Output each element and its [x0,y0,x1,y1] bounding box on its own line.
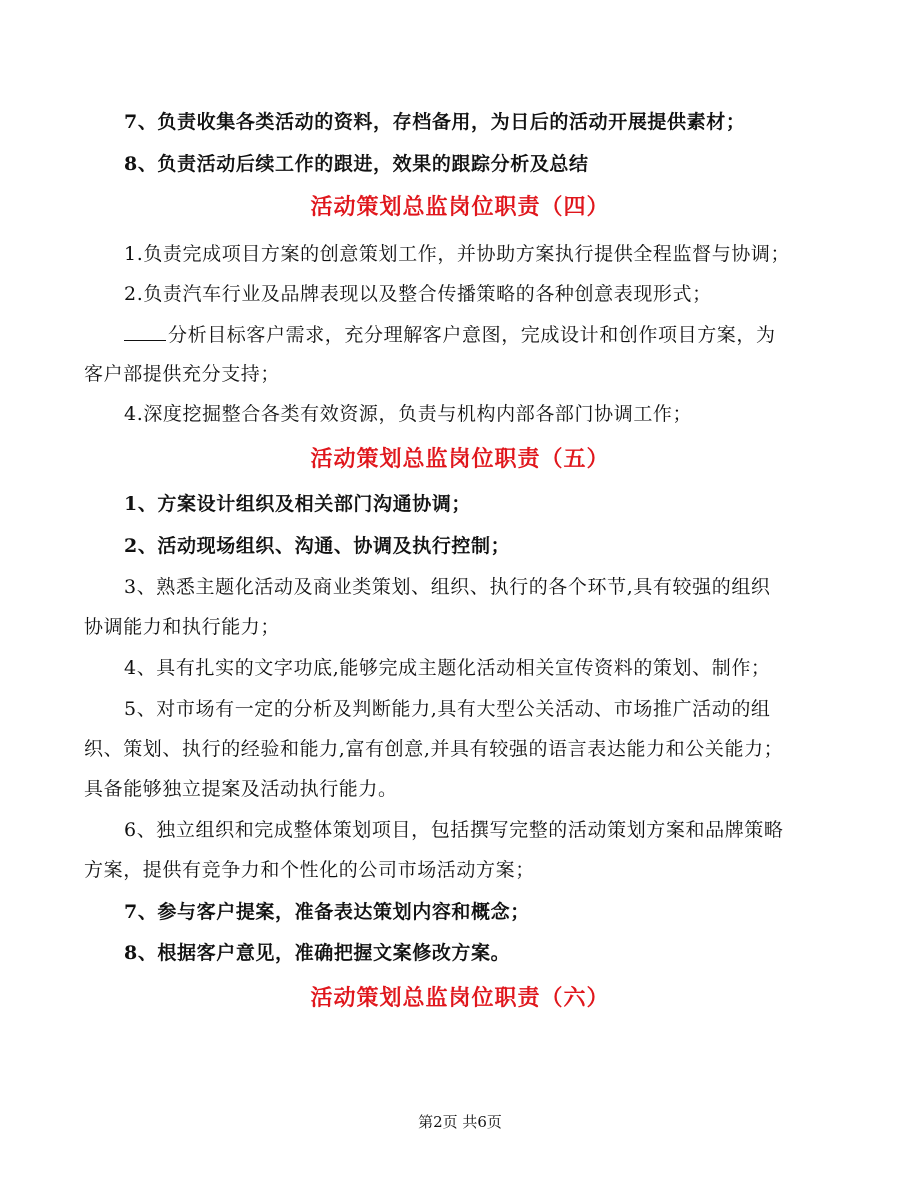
section4-item-4: 4.深度挖掘整合各类有效资源，负责与机构内部各部门协调工作； [124,403,693,425]
section5-item-5-line-3: 具备能够独立提案及活动执行能力。 [84,778,398,800]
page-number-footer: 第2页 共6页 [418,1113,502,1131]
section3-item-8: 8、负责活动后续工作的跟进，效果的跟踪分析及总结 [124,153,589,175]
section4-item-1: 1.负责完成项目方案的创意策划工作，并协助方案执行提供全程监督与协调； [124,243,791,265]
section6-title: 活动策划总监岗位职责（六） [310,985,610,1011]
section4-item-3-text: 分析目标客户需求，充分理解客户意图，完成设计和创作项目方案，为 [168,324,776,346]
section5-item-4: 4、具有扎实的文字功底,能够完成主题化活动相关宣传资料的策划、制作； [124,657,771,679]
section5-item-5-line-2: 织、策划、执行的经验和能力,富有创意,并具有较强的语言表达能力和公关能力； [84,738,784,760]
section5-item-3-line-1: 3、熟悉主题化活动及商业类策划、组织、执行的各个环节,具有较强的组织 [124,576,771,598]
section5-item-2: 2、活动现场组织、沟通、协调及执行控制； [124,535,511,557]
section4-item-3-line-1 [0,322,920,347]
section4-item-2: 2.负责汽车行业及品牌表现以及整合传播策略的各种创意表现形式； [124,283,712,305]
section5-item-5-line-1: 5、对市场有一定的分析及判断能力,具有大型公关活动、市场推广活动的组 [124,698,771,720]
fill-in-blank [124,322,166,341]
section5-item-3-line-2: 协调能力和执行能力； [84,616,281,638]
section3-item-7: 7、负责收集各类活动的资料，存档备用，为日后的活动开展提供素材； [124,111,746,133]
section5-item-1: 1、方案设计组织及相关部门沟通协调； [124,493,472,515]
section5-item-6-line-2: 方案，提供有竞争力和个性化的公司市场活动方案； [84,859,535,881]
section5-item-8: 8、根据客户意见，准确把握文案修改方案。 [124,942,511,964]
section5-item-7: 7、参与客户提案，准备表达策划内容和概念； [124,901,530,923]
section5-item-6-line-1: 6、独立组织和完成整体策划项目，包括撰写完整的活动策划方案和品牌策略 [124,819,784,841]
section5-title: 活动策划总监岗位职责（五） [310,446,610,472]
section4-title: 活动策划总监岗位职责（四） [310,194,610,220]
section4-item-3-line-2: 客户部提供充分支持； [84,363,281,385]
